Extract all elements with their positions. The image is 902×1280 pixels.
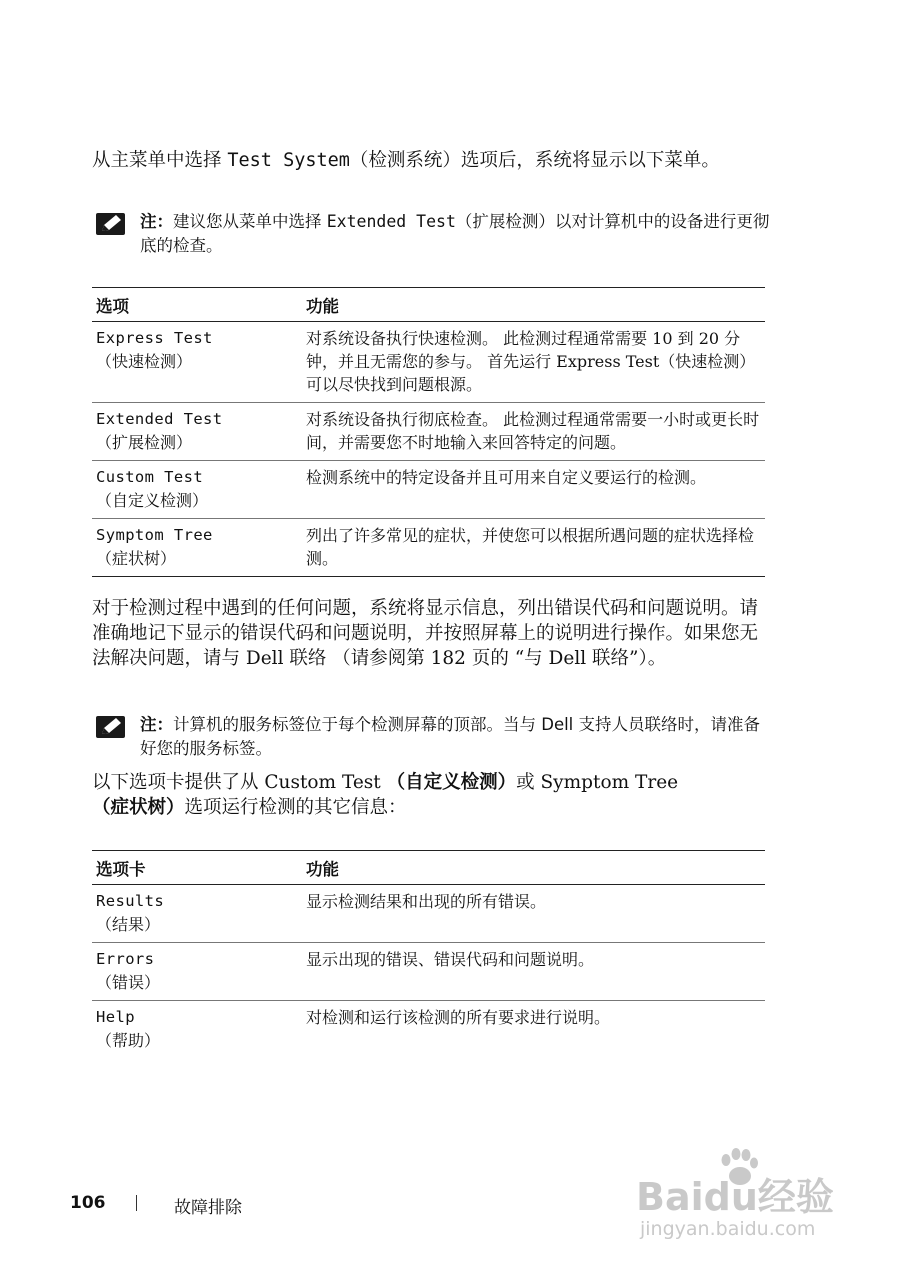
intro-code: Test System	[227, 150, 350, 171]
header-function: 功能	[302, 288, 765, 322]
option-name: Express Test	[96, 329, 213, 347]
option-name-zh: （自定义检测）	[96, 491, 209, 510]
watermark-logo-text: Baidu经验	[636, 1175, 834, 1219]
para3-part2: 或 Symptom Tree	[516, 772, 679, 793]
tab-name: Errors	[96, 950, 155, 968]
tab-cell	[92, 1001, 302, 1059]
tabs-intro-paragraph	[92, 770, 772, 820]
tab-name: Help	[96, 1008, 135, 1026]
description-text: 检测系统中的特定设备并且可用来自定义要运行的检测。	[306, 468, 707, 487]
tab-name-zh: （结果）	[96, 915, 161, 934]
tab-cell	[92, 943, 302, 1001]
description-cell	[302, 403, 765, 461]
note1-code: Extended Test	[326, 212, 456, 231]
description-cell	[302, 322, 765, 403]
tab-name-zh: （错误）	[96, 973, 161, 992]
description-cell: 显示检测结果和出现的所有错误。	[302, 885, 765, 943]
error-info-paragraph: 对于检测过程中遇到的任何问题，系统将显示信息，列出错误代码和问题说明。请准确地记下显示的错误代码和问题说明，并按照屏幕上的说明进行操作。如果您无法解决问题，请与 Dell 联络 （请参阅第 182 页的 “与 Dell 联络”）。	[92, 598, 759, 669]
section-title: 故障排除	[174, 1198, 242, 1218]
note2-label: 注：	[140, 715, 173, 734]
description-text: 对系统设备执行快速检测。 此检测过程通常需要 10 到 20 分钟，并且无需您的参与。 首先运行 Express Test	[306, 329, 741, 371]
note2-text: 计算机的服务标签位于每个检测屏幕的顶部。当与 Dell 支持人员联络时，请准备好您的服务标签。	[140, 715, 761, 758]
table-header-row	[92, 288, 765, 322]
header-option: 选项	[92, 288, 302, 322]
option-cell	[92, 403, 302, 461]
description-text: 列出了许多常见的症状，并使您可以根据所遇问题的症状选择检测。	[306, 526, 755, 568]
description-cell: 对检测和运行该检测的所有要求进行说明。	[306, 1008, 611, 1027]
table-row	[92, 519, 765, 577]
description-cell: 显示出现的错误、错误代码和问题说明。	[302, 943, 765, 1001]
note1-text-after: （扩展检测）以对计算机中的设备进行更彻底的检查。	[140, 212, 770, 255]
page-number: 106	[70, 1193, 106, 1213]
option-name-zh: （症状树）	[96, 549, 177, 568]
description-text-cont: （快速检测）可以尽快找到问题根源。	[306, 352, 756, 394]
option-name: Extended Test	[96, 410, 223, 428]
tabs-table	[92, 850, 765, 1058]
intro-paragraph	[92, 148, 772, 173]
note-extended-test	[92, 210, 772, 258]
option-name-zh: （快速检测）	[96, 352, 193, 371]
tab-name: Results	[96, 892, 165, 910]
intro-text-after: （检测系统）选项后，系统将显示以下菜单。	[349, 150, 720, 171]
watermark-url: jingyan.baidu.com	[640, 1218, 816, 1240]
para3-bold2: （症状树）	[92, 797, 185, 818]
table-row	[92, 322, 765, 403]
table-row	[92, 885, 765, 943]
note-pencil-icon	[96, 715, 126, 739]
para3-bold1: （自定义检测）	[386, 772, 517, 793]
table-row	[92, 943, 765, 1001]
tab-cell	[92, 885, 302, 943]
note-service-tag	[92, 713, 772, 761]
baidu-watermark	[636, 1146, 860, 1266]
intro-text-before: 从主菜单中选择	[92, 150, 228, 171]
table-header-row	[92, 851, 765, 885]
note1-label: 注：	[140, 212, 173, 231]
option-cell	[92, 461, 302, 519]
description-text: 对系统设备执行彻底检查。 此检测过程通常需要一小时或更长时间，并需要您不时地输入来回答特定的问题。	[306, 410, 760, 452]
description-cell	[302, 461, 765, 519]
note-pencil-icon	[96, 212, 126, 236]
option-cell	[92, 322, 302, 403]
header-function: 功能	[302, 851, 765, 885]
option-name: Symptom Tree	[96, 526, 213, 544]
table-row	[92, 461, 765, 519]
para3-part1: 以下选项卡提供了从 Custom Test	[92, 772, 387, 793]
note1-text-before: 建议您从菜单中选择	[173, 212, 327, 231]
tab-name-zh: （帮助）	[96, 1031, 161, 1050]
table-row	[92, 403, 765, 461]
table-row	[92, 1001, 765, 1059]
options-table	[92, 287, 765, 577]
option-cell	[92, 519, 302, 577]
footer-separator	[136, 1195, 137, 1211]
para3-part3: 选项运行检测的其它信息：	[184, 797, 407, 818]
description-cell	[302, 519, 765, 577]
option-name-zh: （扩展检测）	[96, 433, 193, 452]
header-tab: 选项卡	[92, 851, 302, 885]
option-name: Custom Test	[96, 468, 204, 486]
